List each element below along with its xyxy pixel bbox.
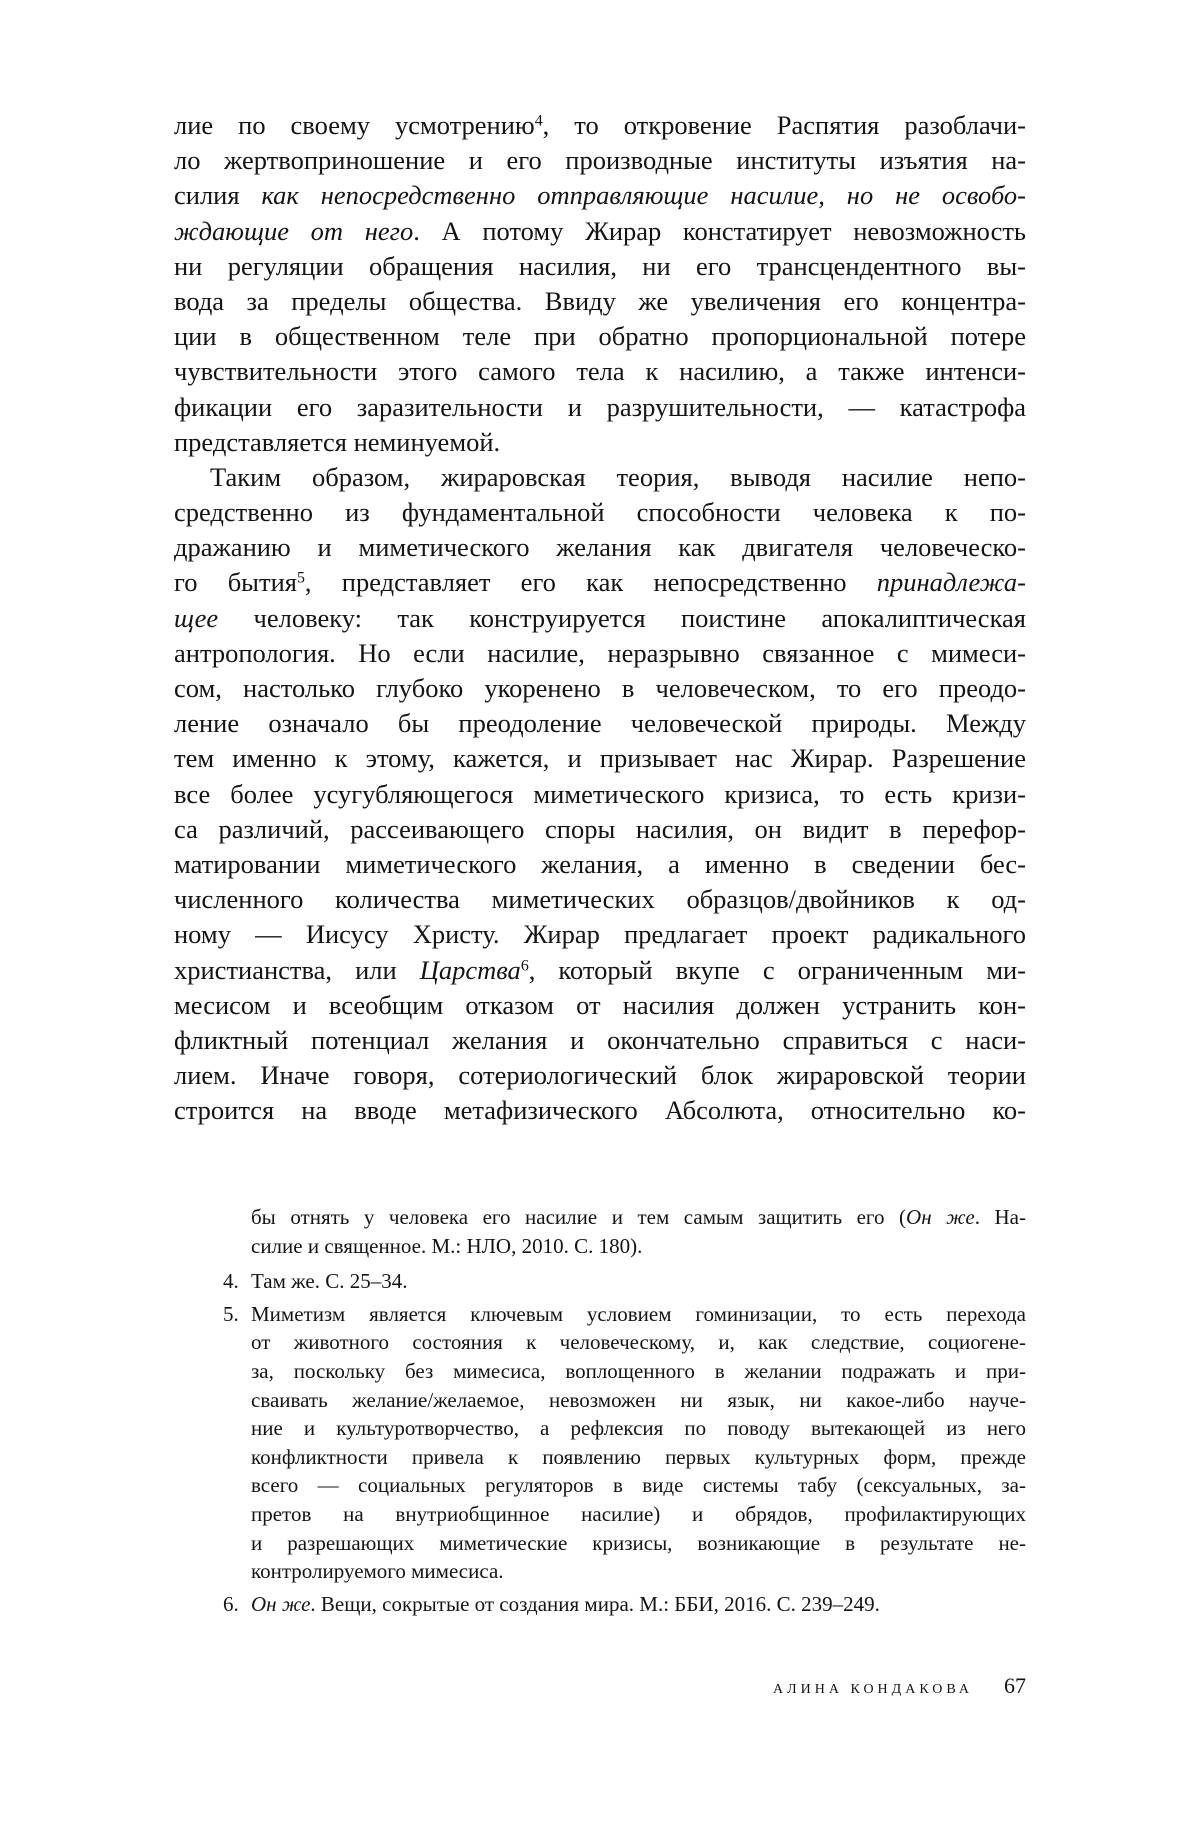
text-run: всего — социальных регуляторов в виде системы табу (сексуальных, за- (251, 1473, 1026, 1498)
italic-text: принадлежа- (876, 567, 1027, 598)
text-run: от животного состояния к человеческому, и, как следствие, социогене- (251, 1330, 1026, 1355)
text-run: го бытия (174, 567, 297, 598)
footnote (174, 1590, 1026, 1619)
text-run: сом, настолько глубоко укоренено в человеческом, то его преодо- (174, 673, 1026, 703)
text-run: Таким образом, жираровская теория, выводя насилие непо- (210, 461, 1026, 492)
text-line (174, 565, 1026, 600)
text-line (174, 1328, 1026, 1357)
text-run: сваивать желание/желаемое, невозможен ни язык, ни какое-либо науче- (251, 1387, 1026, 1412)
text-run: лием. Иначе говоря, сотериологический блок жираровской теории (174, 1060, 1026, 1091)
text-run: и разрешающих миметические кризисы, возникающие в результате не- (251, 1530, 1026, 1555)
text-run: вода за пределы общества. Ввиду же увеличения его концентра- (174, 285, 1026, 316)
italic-text: Царства (419, 954, 521, 985)
text-line (174, 1529, 1026, 1558)
text-line (174, 425, 1026, 460)
footnote (174, 1300, 1026, 1586)
text-line (174, 495, 1026, 530)
text-run: . Вещи, сокрытые от создания мира. М.: ББИ, 2016. С. 239–249. (310, 1591, 880, 1616)
text-line (174, 1386, 1026, 1415)
text-line (174, 671, 1026, 706)
text-run: ло жертвоприношение и его производные институты изъятия на- (174, 145, 1026, 176)
running-footer (730, 1673, 1026, 1699)
text-run: фликтный потенциал желания и окончательно справиться с наси- (174, 1024, 1026, 1055)
text-run: антропология. Но если насилие, неразрывно связанное с мимеси- (174, 637, 1026, 668)
main-text (174, 108, 1026, 1128)
text-line (174, 143, 1026, 178)
footnotes (174, 1203, 1026, 1618)
text-line (174, 460, 1026, 495)
text-run: , представляет его как непосредственно (304, 567, 877, 598)
text-line (174, 1414, 1026, 1443)
text-line (174, 706, 1026, 741)
text-line (174, 917, 1026, 952)
text-run: конфликтности привела к появлению первых культурных форм, прежде (251, 1444, 1026, 1469)
text-line (174, 601, 1026, 636)
italic-text: Он же (251, 1591, 311, 1616)
text-line (174, 284, 1026, 319)
text-line (174, 108, 1026, 143)
text-run: лие по своему усмотрению (174, 110, 535, 140)
text-line (174, 354, 1026, 389)
text-line (174, 741, 1026, 776)
text-line (174, 1500, 1026, 1529)
text-run: , то откровение Распятия разоблачи- (542, 110, 1026, 140)
italic-text: щее (174, 602, 219, 633)
running-footer-author: АЛИНА КОНДАКОВА (773, 1682, 973, 1697)
footnote-ref: 4 (534, 112, 543, 130)
text-run: христианства, или (174, 954, 420, 985)
text-line (174, 249, 1026, 284)
text-line (174, 319, 1026, 354)
page-number: 67 (1004, 1673, 1026, 1698)
text-run: Миметизм является ключевым условием гоминизации, то есть перехода (251, 1301, 1026, 1326)
text-line (174, 777, 1026, 812)
text-line (174, 214, 1026, 249)
italic-text: ждающие от него (174, 215, 414, 246)
footnote-number: 6. (223, 1591, 239, 1616)
text-run: Там же. С. 25–34. (251, 1269, 408, 1294)
text-run: са различий, рассеивающего споры насилия, он видит в перефор- (174, 813, 1026, 844)
text-line (174, 1058, 1026, 1093)
text-line (174, 1267, 1026, 1296)
footnote-ref: 5 (296, 569, 305, 587)
text-line (174, 636, 1026, 671)
text-run: . А потому Жирар констатирует невозможность (413, 215, 1027, 246)
text-run: . На- (974, 1205, 1026, 1229)
text-run: все более усугубляющегося миметического кризиса, то есть кризи- (174, 778, 1026, 809)
text-line (174, 1203, 1026, 1232)
text-line (174, 1023, 1026, 1058)
text-line (174, 1557, 1026, 1586)
text-line (174, 1590, 1026, 1619)
text-run: человеку: так конструируется поистине апокалиптическая (218, 602, 1026, 633)
text-line (174, 1471, 1026, 1500)
text-line (174, 847, 1026, 882)
text-line (174, 1093, 1026, 1128)
text-run: месисом и всеобщим отказом от насилия должен устранить кон- (174, 989, 1026, 1020)
text-run: претов на внутриобщинное насилие) и обрядов, профилактирующих (251, 1501, 1026, 1526)
text-run: силия (174, 180, 262, 211)
text-run: средственно из фундаментальной способности человека к по- (174, 497, 1026, 528)
text-run: ние и культуротворчество, а рефлексия по поводу вытекающей из него (251, 1416, 1026, 1441)
text-line (174, 812, 1026, 847)
text-run: численного количества миметических образцов/двойников к од- (174, 884, 1026, 915)
text-line (174, 530, 1026, 565)
italic-text: Он же (906, 1205, 975, 1229)
footnote (174, 1267, 1026, 1296)
text-run: ление означало бы преодоление человеческой природы. Между (174, 708, 1026, 739)
text-run: ному — Иисусу Христу. Жирар предлагает проект радикального (174, 919, 1026, 950)
text-run: чувствительности этого самого тела к насилию, а также интенси- (174, 356, 1026, 387)
text-run: ни регуляции обращения насилия, ни его трансцендентного вы- (174, 250, 1026, 281)
footnote-ref: 6 (520, 956, 529, 974)
footnote-number: 5. (223, 1301, 239, 1326)
text-run: фикации его заразительности и разрушительности, — катастрофа (174, 391, 1026, 422)
text-line (174, 178, 1026, 213)
text-line (174, 1443, 1026, 1472)
text-run: строится на вводе метафизического Абсолюта, относительно ко- (174, 1095, 1026, 1126)
text-run: тем именно к этому, кажется, и призывает нас Жирар. Разрешение (174, 743, 1026, 774)
text-line (174, 953, 1026, 988)
text-run: дражанию и миметического желания как двигателя человеческо- (174, 532, 1026, 563)
text-line (174, 390, 1026, 425)
text-line (174, 1232, 1026, 1261)
italic-text: как непосредственно отправляющие насилие, но не освобо- (261, 180, 1026, 211)
text-line (174, 882, 1026, 917)
text-run: представляется неминуемой. (174, 426, 501, 457)
text-run: за, поскольку без мимесиса, воплощенного в желании подражать и при- (251, 1358, 1026, 1383)
text-run: контролируемого мимесиса. (251, 1559, 504, 1584)
text-line (174, 988, 1026, 1023)
text-run: силие и священное. М.: НЛО, 2010. С. 180). (251, 1233, 643, 1258)
text-run: матировании миметического желания, а именно в сведении бес- (174, 848, 1026, 879)
text-line (174, 1357, 1026, 1386)
footnote-number: 4. (223, 1269, 239, 1294)
text-run: бы отнять у человека его насилие и тем самым защитить его ( (251, 1205, 907, 1229)
text-run: ции в общественном теле при обратно пропорциональной потере (174, 321, 1026, 352)
text-run: , который вкупе с ограниченным ми- (528, 954, 1026, 985)
text-line (174, 1300, 1026, 1329)
